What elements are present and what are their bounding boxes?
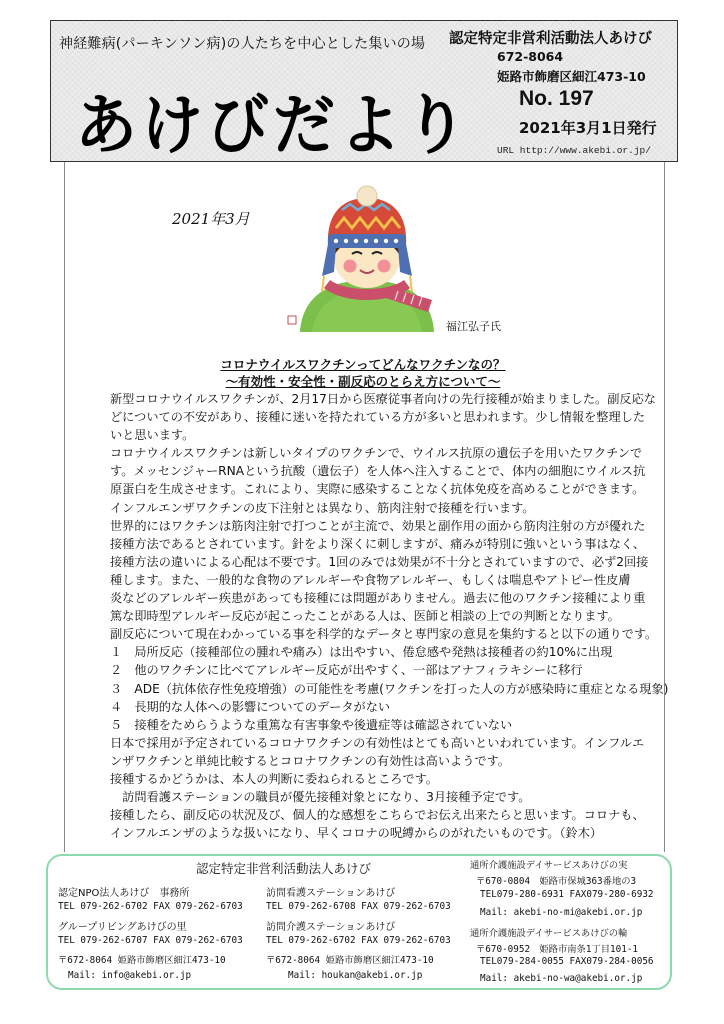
article-body — [110, 390, 670, 842]
pompom-shape — [357, 186, 377, 206]
body-line: 接種方法の違いによる心配は不要です。1回のみでは効果が不十分とされていますので、必ず2回接 — [110, 554, 649, 569]
body-line: 種します。また、一般的な食物のアレルギーや食物アレルギー、もしくは喘息やアトピー性皮膚 — [110, 572, 631, 587]
day-service-mi-tel: TEL079-280-6931 FAX079-280-6932 — [480, 889, 654, 900]
body-line: 新型コロナウイルスワクチンが、2月17日から医療従事者向けの先行接種が始まりました。副反応な — [110, 392, 656, 406]
org-address: 姫路市飾磨区細江473-10 — [497, 69, 646, 84]
winter-child-illustration — [282, 184, 452, 334]
artist-credit: 福江弘子氏 — [446, 320, 501, 333]
office-mail[interactable]: Mail: info@akebi.or.jp — [68, 970, 192, 981]
day-service-wa-address: 〒670-0952 姫路市南条1丁目101-1 — [476, 944, 639, 955]
article-title-line-2: ～有効性・安全性・副反応のとらえ方について～ — [225, 374, 501, 389]
footer-org-name: 認定特定非営利活動法人あけび — [196, 861, 372, 876]
body-line: 日本で採用が予定されているコロナワクチンの有効性はとても高いといわれています。インフルエ — [110, 735, 645, 750]
list-item: １ 局所反応（接種部位の腫れや痛み）は出やすい、倦怠感や発熱は接種者の約10%に出現 — [110, 645, 613, 660]
contact-footer — [46, 854, 672, 990]
issue-number: No. 197 — [519, 87, 594, 110]
care-station-address: 〒672-8064 姫路市飾磨区細江473-10 — [266, 955, 434, 966]
body-line: 接種するかどうかは、本人の判断に委ねられるところです。 — [110, 771, 438, 786]
day-service-wa-mail[interactable]: Mail: akebi-no-wa@akebi.or.jp — [480, 973, 643, 984]
article-title — [70, 356, 656, 390]
list-item: ２ 他のワクチンに比べてアレルギー反応が出やすく、一部はアナフィラキシーに移行 — [110, 663, 583, 678]
day-service-mi-mail[interactable]: Mail: akebi-no-mi@akebi.or.jp — [480, 907, 643, 918]
tagline: 神経難病(パーキンソン病)の人たちを中心とした集いの場 — [59, 36, 426, 52]
care-station-name: 訪問介護ステーションあけび — [266, 922, 396, 933]
body-line: どについての不安があり、接種に迷いを持たれている方が多いと思われます。少し情報を整理した — [110, 410, 646, 425]
body-line: ンザワクチンと単純比較するとコロナワクチンの有効性は高いようです。 — [110, 753, 510, 768]
body-line: いと思います。 — [110, 428, 195, 443]
group-home-name: グループリビングあけびの里 — [58, 922, 187, 933]
body-line: コロナウイルスワクチンは新しいタイプのワクチンで、ウイルス抗原の遺伝子を用いたワクチンで — [110, 446, 643, 461]
day-service-mi-address: 〒670-0804 姫路市保城363番地の3 — [476, 876, 637, 887]
care-station-tel: TEL 079-262-6702 FAX 079-262-6703 — [266, 935, 451, 946]
body-line: す。メッセンジャーRNAという抗酸（遺伝子）を人体へ注入することで、体内の細胞にウイルス抗 — [110, 464, 646, 479]
group-home-tel: TEL 079-262-6707 FAX 079-262-6703 — [58, 935, 243, 946]
frame-left-line — [64, 162, 65, 852]
body-line: 接種方法であるとされています。針をより深くに刺しますが、痛みが特別に強いという事はなく、 — [110, 536, 646, 551]
article-title-line-1: コロナウイルスワクチンってどんなワクチンなの？ — [220, 357, 506, 372]
org-name: 認定特定非営利活動法人あけび — [449, 31, 652, 47]
body-line: 世界的にはワクチンは筋肉注射で打つことが主流で、効果と副作用の面から筋肉注射の方が優れた — [110, 518, 646, 533]
day-service-wa-tel: TEL079-284-0055 FAX079-284-0056 — [480, 956, 654, 967]
month-label: 2021年3月 — [172, 210, 250, 228]
body-line: 訪問看護ステーションの職員が優先接種対象とになり、3月接種予定です。 — [110, 790, 531, 805]
body-line: 原蛋白を生成させます。これにより、実際に感染することなく抗体免疫を高めることができます。 — [110, 482, 645, 497]
office-name: 認定NPO法人あけび 事務所 — [58, 888, 190, 899]
houkan-mail[interactable]: Mail: houkan@akebi.or.jp — [288, 970, 423, 981]
body-line: 篤な即時型アレルギー反応が起こったことがある人は、医師と相談の上での判断となります。 — [110, 609, 620, 624]
website-url[interactable]: URL http://www.akebi.or.jp/ — [497, 145, 651, 156]
day-service-mi-name: 通所介護施設デイサービスあけびの実 — [470, 860, 628, 871]
list-item: ４ 長期的な人体への影響についてのデータがない — [110, 699, 391, 714]
body-line: インフルエンザのような扱いになり、早くコロナの呪縛からのがれたいものです。（鈴木） — [110, 826, 603, 841]
masthead — [50, 20, 678, 162]
body-line: インフルエンザワクチンの皮下注射とは異なり、筋肉注射で接種を行います。 — [110, 500, 535, 515]
body-line: 接種したら、副反応の状況及び、個人的な感想をこちらでお伝え出来たらと思います。コロナも、 — [110, 808, 645, 823]
nursing-station-tel: TEL 079-262-6708 FAX 079-262-6703 — [266, 901, 451, 912]
newsletter-title: あけびだより — [75, 86, 472, 164]
list-item: ３ ADE（抗体依存性免疫増強）の可能性を考慮(ワクチンを打った人の方が感染時に重症となる現象) — [110, 681, 669, 696]
nursing-station-name: 訪問看護ステーションあけび — [266, 888, 396, 899]
day-service-wa-name: 通所介護施設デイサービスあけびの輪 — [470, 928, 628, 939]
body-line: 副反応について現在わかっている事を科学的なデータと専門家の意見を集約すると以下の通りです。 — [110, 627, 658, 642]
issue-date: 2021年3月1日発行 — [519, 119, 657, 137]
list-item: ５ 接種をためらうような重篤な有害事象や後遺症等は確認されていない — [110, 717, 513, 732]
office-tel: TEL 079-262-6702 FAX 079-262-6703 — [58, 901, 243, 912]
body-line: 炎などのアレルギー疾患があっても接種には問題がありません。過去に他のワクチン接種により重 — [110, 591, 646, 606]
group-home-address: 〒672-8064 姫路市飾磨区細江473-10 — [58, 955, 226, 966]
postal-code: 672-8064 — [497, 49, 564, 64]
